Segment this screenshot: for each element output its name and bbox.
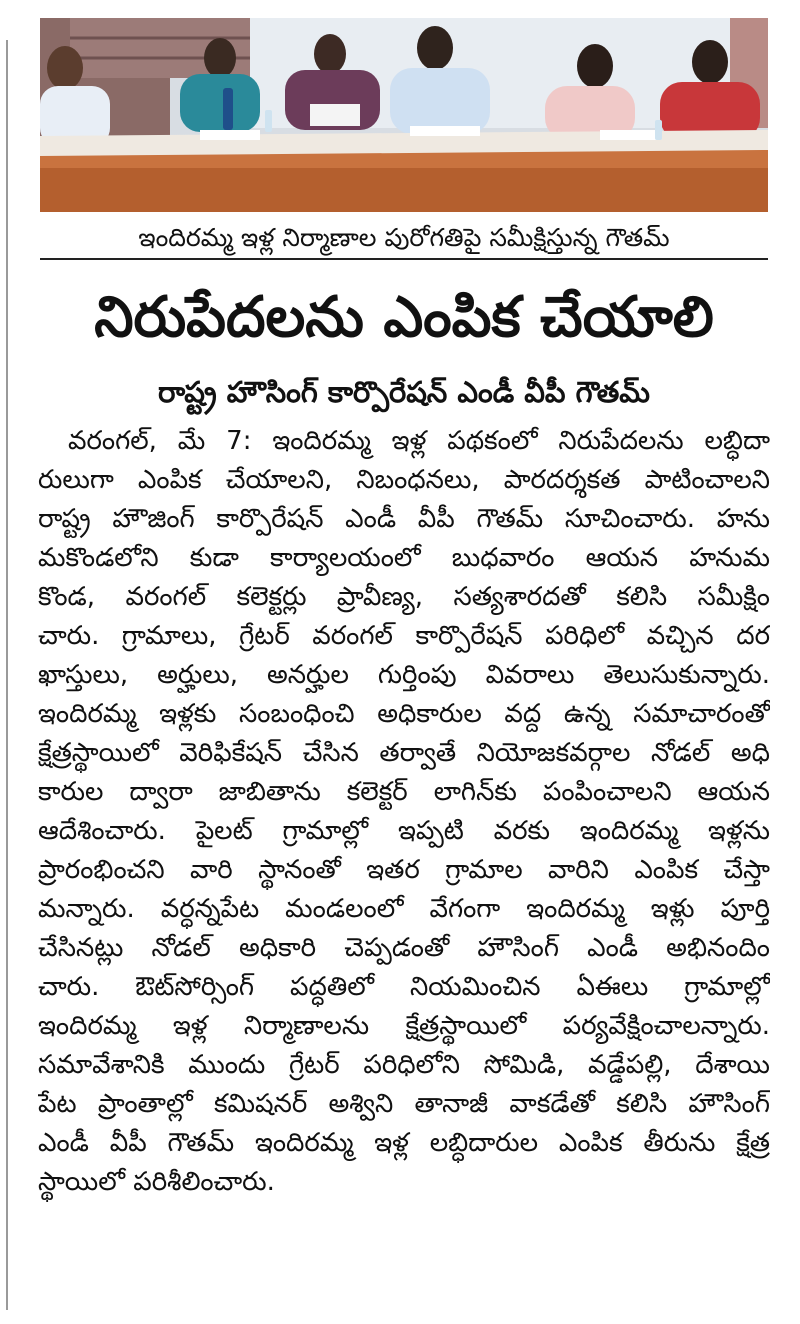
meeting-photo <box>40 18 768 212</box>
body-line: పేట ప్రాంతాల్లో కమిషనర్ అశ్విని తానాజీ వాకడేతో కలిసి హౌసింగ్ <box>38 1089 770 1119</box>
body-line: చారు. గ్రామాలు, గ్రేటర్ వరంగల్ కార్పొరేషన్ పరిధిలో వచ్చిన దర <box>38 621 770 651</box>
body-line: చారు. ఔట్‌సోర్సింగ్ పద్ధతిలో నియమించిన ఏఈలు గ్రామాల్లో <box>38 972 770 1002</box>
body-line: సమావేశానికి ముందు గ్రేటర్ పరిధిలోని సోమిడి, వడ్డేపల్లి, దేశాయి <box>38 1050 770 1080</box>
body-line: చేసినట్లు నోడల్ అధికారి చెప్పడంతో హౌసింగ్ ఎండీ అభినందిం <box>38 933 770 963</box>
body-line: ఎండీ వీపీ గౌతమ్ ఇందిరమ్మ ఇళ్ల లబ్ధిదారుల ఎంపిక తీరును క్షేత్ర <box>38 1128 770 1158</box>
column-rule <box>6 40 8 1310</box>
body-line: వరంగల్, మే 7: ఇందిరమ్మ ఇళ్ల పథకంలో నిరుపేదలను లబ్ధిదా <box>68 426 770 456</box>
body-line: ఇందిరమ్మ ఇళ్ల నిర్మాణాలను క్షేత్రస్థాయిలో పర్యవేక్షించాలన్నారు. <box>38 1011 770 1041</box>
article-headline: నిరుపేదలను ఎంపిక చేయాలి <box>94 285 714 350</box>
photo-caption: ఇందిరమ్మ ఇళ్ల నిర్మాణాల పురోగతిపై సమీక్షిస్తున్న గౌతమ్ <box>40 216 768 260</box>
body-line: ఆదేశించారు. పైలట్ గ్రామాల్లో ఇప్పటి వరకు ఇందిరమ్మ ఇళ్లను <box>38 816 770 846</box>
body-line: మకొండలోని కుడా కార్యాలయంలో బుధవారం ఆయన హనుమ <box>38 543 770 573</box>
article-subheadline: రాష్ట్ర హౌసింగ్ కార్పొరేషన్ ఎండీ వీపీ గౌతమ్ <box>158 375 650 409</box>
body-line: కొండ, వరంగల్ కలెక్టర్లు ప్రావీణ్య, సత్యశారదతో కలిసి సమీక్షిం <box>38 582 770 612</box>
body-line: ప్రారంభించని వారి స్థానంతో ఇతర గ్రామాల వారిని ఎంపిక చేస్తా <box>38 855 770 885</box>
body-line: రులుగా ఎంపిక చేయాలని, నిబంధనలు, పారదర్శకత పాటించాలని <box>38 465 770 495</box>
body-line: ఖాస్తులు, అర్హులు, అనర్హుల గుర్తింపు వివరాలు తెలుసుకున్నారు. <box>38 660 770 690</box>
body-line: రాష్ట్ర హౌజింగ్ కార్పొరేషన్ ఎండీ వీపీ గౌతమ్ సూచించారు. హను <box>38 504 770 534</box>
body-line: ఇందిరమ్మ ఇళ్లకు సంబంధించి అధికారుల వద్ద ఉన్న సమాచారంతో <box>38 699 770 729</box>
body-line: మన్నారు. వర్ధన్నపేట మండలంలో వేగంగా ఇందిరమ్మ ఇళ్లు పూర్తి <box>38 894 770 924</box>
body-line: స్థాయిలో పరిశీలించారు. <box>38 1167 275 1197</box>
body-line: కారుల ద్వారా జాబితాను కలెక్టర్ లాగిన్‌కు పంపించాలని ఆయన <box>38 777 770 807</box>
article-body <box>38 422 770 1202</box>
body-line: క్షేత్రస్థాయిలో వెరిఫికేషన్ చేసిన తర్వాతే నియోజకవర్గాల నోడల్ అధి <box>38 738 770 768</box>
